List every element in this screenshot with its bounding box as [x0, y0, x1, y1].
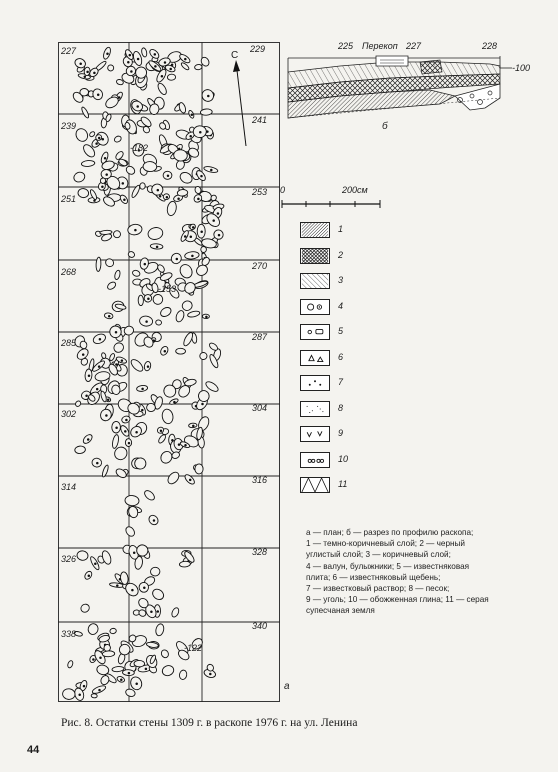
plan-stone [112, 229, 122, 239]
plan-stone-mark [96, 143, 98, 145]
plan-stone-mark [137, 58, 139, 60]
plan-stone [111, 434, 119, 449]
plan-stone [143, 489, 156, 502]
plan-stone [129, 358, 145, 374]
plan-stone-mark [93, 659, 95, 661]
plan-stone-mark [218, 234, 220, 236]
plan-stone-mark [95, 563, 97, 565]
plan-stone-mark [121, 679, 123, 681]
plan-stone [178, 262, 195, 280]
grid-label-268: 268 [61, 267, 77, 277]
plan-stone-mark [142, 388, 144, 390]
plan-stone-mark [94, 200, 96, 202]
legend-text-line: 4 — валун, булыжники; 5 — известняковая [306, 561, 470, 571]
plan-stone-mark [178, 444, 180, 446]
scale-ruler [280, 198, 390, 210]
plan-stone [113, 135, 122, 143]
legend-item [300, 477, 400, 503]
legend-number: 9 [338, 428, 344, 438]
plan-stone-mark [128, 442, 130, 444]
plan-stone [114, 270, 121, 280]
plan-letter-label: а [284, 681, 290, 692]
grid-label-229: 229 [250, 44, 266, 54]
plan-stone [109, 628, 116, 634]
plan-stone-mark [160, 430, 162, 432]
legend-number: 8 [338, 402, 344, 413]
plan-stone-mark [208, 95, 210, 97]
plan-stone [67, 660, 74, 669]
plan-stone [96, 257, 102, 271]
plan-stone-mark [151, 611, 153, 613]
plan-stone [74, 127, 90, 144]
legend-swatch-boulders [300, 299, 330, 315]
plan-stone-mark [80, 63, 82, 65]
plan-stone-mark [122, 183, 124, 185]
plan-stone [81, 106, 90, 119]
plan-stone [157, 434, 167, 445]
plan-stone [159, 449, 174, 465]
section-point-225: 225 [338, 41, 354, 51]
section-drawing [280, 38, 530, 138]
legend-text-line: а — план; б — разрез по профилю раскопа; [306, 528, 474, 537]
plan-stone-mark [96, 388, 98, 390]
plan-stone-mark [136, 683, 138, 685]
plan-stone [72, 170, 86, 183]
plan-stone [74, 400, 81, 408]
plan-stone [141, 47, 148, 57]
section-letter-label: б [382, 121, 388, 132]
plan-stone [127, 250, 135, 258]
plan-stone-mark [147, 366, 149, 368]
plan-stone-mark [198, 198, 200, 200]
plan-stone-mark [201, 175, 203, 177]
plan-stone [178, 102, 187, 114]
legend-item [300, 350, 400, 376]
plan-stone [187, 310, 200, 318]
plan-stone [91, 693, 97, 698]
plan-stone [151, 587, 166, 602]
plan-stone [78, 188, 89, 198]
plan-stone [79, 603, 90, 614]
legend-swatch-dark-brown [300, 222, 330, 238]
plan-stone-mark [154, 54, 156, 56]
section-point-228: 228 [482, 41, 498, 51]
plan-stone-mark [108, 316, 110, 318]
plan-stone-mark [106, 415, 108, 417]
plan-stone-mark [200, 131, 202, 133]
plan-stone-mark [137, 106, 139, 108]
elevation-mark: -122 [184, 643, 203, 653]
plan-stone [194, 64, 202, 70]
plan-stone [140, 183, 146, 190]
plan-stone-mark [191, 114, 193, 116]
plan-stone [100, 230, 112, 235]
plan-stone [166, 470, 181, 486]
plan-stone [195, 263, 210, 277]
profile-section [280, 38, 530, 138]
plan-stone-mark [167, 175, 169, 177]
legend-swatch-grey-sandy-loam [300, 477, 330, 493]
plan-stone-mark [131, 71, 133, 73]
plan-stone-mark [213, 220, 215, 222]
plan-stone [118, 158, 128, 167]
plan-stone-mark [207, 131, 209, 133]
legend-item [300, 452, 400, 478]
plan-stone-mark [193, 425, 195, 427]
grid-label-287: 287 [252, 332, 268, 342]
plan-stone-mark [164, 351, 166, 353]
legend-swatch-black-charcoal [300, 248, 330, 264]
plan-stone-mark [133, 552, 135, 554]
plan-stone-mark [170, 68, 172, 70]
plan-stone-mark [136, 431, 138, 433]
plan-stone [161, 408, 174, 424]
plan-stone-mark [124, 199, 126, 201]
plan-stone-mark [135, 229, 137, 231]
grid-label-285: 285 [61, 338, 77, 348]
plan-stone-mark [88, 575, 90, 577]
grid-label-304: 304 [252, 403, 268, 413]
plan-stone [80, 88, 89, 96]
legend-number: 1 [338, 224, 344, 234]
plan-stone-mark [159, 195, 161, 197]
legend-item [300, 401, 400, 427]
plan-stone-mark [107, 53, 109, 55]
plan-stone-mark [174, 401, 176, 403]
plan-stone-mark [125, 431, 127, 433]
plan-stone [131, 184, 141, 198]
plan-stone-mark [155, 66, 157, 68]
legend-swatch-charcoal [300, 426, 330, 442]
legend-item [300, 426, 400, 452]
plan-stone-mark [102, 186, 104, 188]
plan-stone [124, 525, 136, 538]
plan-stone [156, 82, 168, 96]
plan-stone-mark [157, 189, 159, 191]
plan-stone-mark [116, 427, 118, 429]
plan-stone-mark [190, 135, 192, 137]
legend-swatch-sand [300, 401, 330, 417]
plan-stone [62, 688, 75, 700]
plan-stone [179, 669, 188, 680]
plan-stone-mark [189, 479, 191, 481]
legend-text-line: 1 — темно-коричневый слой; 2 — черный [306, 539, 465, 549]
plan-stone [199, 352, 207, 360]
plan-stone-mark [88, 375, 90, 377]
plan-stone [143, 161, 157, 172]
plan-stone-mark [102, 138, 104, 140]
plan-stone-mark [142, 409, 144, 411]
plan-stone [176, 348, 186, 354]
section-point-227: 227 [406, 41, 422, 51]
grid-label-326: 326 [61, 554, 77, 564]
legend-text-line: плита; 6 — известняковый щебень; [306, 572, 441, 582]
plan-stone-mark [148, 298, 150, 300]
plan-stone-mark [86, 395, 88, 397]
legend-text-line: супесчаная земля [306, 606, 375, 616]
plan-stone [175, 310, 186, 323]
legend-swatch-burnt-clay [300, 452, 330, 468]
figure-caption: Рис. 8. Остатки стены 1309 г. в раскопе 1976 г. на ул. Ленина [61, 717, 358, 729]
plan-stone-mark [144, 263, 146, 265]
legend-number: 5 [338, 326, 344, 336]
plan-stone-mark [117, 585, 119, 587]
plan-stone [102, 651, 115, 657]
legend-number: 2 [338, 249, 344, 260]
plan-stone [87, 623, 100, 636]
plan-stone-mark [115, 332, 117, 334]
grid-label-338: 338 [61, 629, 77, 639]
plan-stone [179, 561, 190, 568]
plan-stone-mark [153, 520, 155, 522]
plan-stone-mark [128, 61, 130, 63]
plan-stone-mark [192, 255, 194, 257]
legend-item [300, 222, 400, 248]
plan-stone-mark [210, 673, 212, 675]
plan-stone [195, 464, 203, 474]
plan-stone [161, 664, 175, 677]
grid-label-270: 270 [252, 261, 268, 271]
legend-item [300, 299, 400, 325]
plan-stone-mark [82, 354, 84, 356]
plan-stone-mark [206, 316, 208, 318]
elevation-mark: -182 [130, 143, 149, 153]
plan-stone-mark [157, 611, 159, 613]
legend-description [306, 527, 536, 617]
plan-stone-mark [185, 444, 187, 446]
plan-stone-mark [100, 657, 102, 659]
page-number: 44 [27, 744, 40, 756]
plan-stone [167, 74, 176, 80]
plan-stone [104, 257, 115, 268]
plan-stone [125, 495, 140, 506]
plan-stone-mark [116, 364, 118, 366]
grid-label-328: 328 [252, 547, 268, 557]
plan-stone-mark [98, 366, 100, 368]
legend-item [300, 324, 400, 350]
plan-stone [171, 607, 181, 618]
legend-swatch-limestone-slab [300, 324, 330, 340]
grid-label-302: 302 [61, 409, 77, 419]
north-label: С [231, 50, 239, 61]
grid-label-253: 253 [252, 187, 268, 197]
plan-stone [89, 131, 96, 138]
plan-stone-mark [144, 587, 146, 589]
plan-stone [112, 341, 125, 354]
plan-stone [106, 281, 117, 291]
plan-stone-mark [87, 439, 89, 441]
plan-stone-mark [84, 76, 86, 78]
grid-label-227: 227 [61, 46, 77, 56]
plan-stone [150, 567, 160, 576]
plan-stone-mark [104, 157, 106, 159]
plan-stone-mark [97, 94, 99, 96]
plan-stone [155, 319, 162, 325]
plan-stone-mark [202, 403, 204, 405]
grid-label-251: 251 [61, 194, 77, 204]
plan-stone-mark [129, 54, 131, 56]
plan-stone-mark [185, 58, 187, 60]
plan-stone-mark [164, 62, 166, 64]
plan-stone [152, 293, 164, 305]
legend [300, 222, 400, 503]
plan-stone [81, 160, 95, 167]
legend-text-line: углистый слой; 3 — коричневый слой; [306, 550, 451, 560]
north-arrow-icon [230, 58, 250, 150]
legend-item [300, 273, 400, 299]
plan-stone [109, 353, 116, 362]
plan-stone-mark [98, 137, 100, 139]
plan-stone [132, 269, 141, 277]
legend-number: 11 [338, 479, 348, 489]
plan-stone-mark [83, 685, 85, 687]
plan-stone-mark [132, 589, 134, 591]
plan-stone-mark [184, 236, 186, 238]
legend-swatch-brown [300, 273, 330, 289]
plan-stone-mark [146, 321, 148, 323]
plan-stone [160, 649, 170, 659]
scale-zero: 0 [280, 185, 286, 195]
plan-stone [107, 64, 114, 71]
legend-number: 4 [338, 300, 344, 311]
legend-number: 7 [338, 377, 344, 387]
legend-text-line: 7 — известковый раствор; 8 — песок; [306, 584, 450, 594]
plan-stone [181, 299, 194, 312]
plan-stone [74, 446, 85, 454]
plan-stone-mark [211, 169, 213, 171]
grid-label-340: 340 [252, 621, 268, 631]
legend-number: 10 [338, 453, 349, 464]
plan-stone [159, 306, 173, 319]
plan-stone-mark [166, 196, 168, 198]
grid-label-239: 239 [61, 121, 77, 131]
plan-stone-mark [161, 75, 163, 77]
plan-stone-mark [97, 462, 99, 464]
plan-stone [138, 295, 143, 305]
legend-item [300, 375, 400, 401]
plan-stone [76, 550, 88, 561]
plan-stone [155, 623, 165, 636]
grid-label-241: 241 [252, 115, 268, 125]
section-elevation: -100 [512, 63, 531, 73]
plan-stone [101, 352, 107, 359]
plan-stone [201, 246, 207, 252]
scale-max: 200см [342, 185, 368, 195]
plan-stone-mark [94, 72, 96, 74]
plan-stone-mark [128, 672, 130, 674]
plan-stone-mark [217, 213, 219, 215]
plan-stone-mark [121, 360, 123, 362]
plan-stone-mark [171, 64, 173, 66]
plan-stone-mark [156, 246, 158, 248]
plan-stone-mark [145, 668, 147, 670]
legend-text-line: 9 — уголь; 10 — обожженная глина; 11 — серая [306, 595, 489, 605]
plan-stone-mark [79, 694, 81, 696]
plan-stone [166, 201, 177, 217]
plan-stone [134, 660, 145, 667]
plan-stone-mark [192, 227, 194, 229]
plan-stone-mark [190, 236, 192, 238]
grid-label-316: 316 [252, 475, 268, 485]
plan-stone-mark [176, 258, 178, 260]
plan-stone-mark [126, 419, 128, 421]
legend-item [300, 248, 400, 274]
legend-number: 3 [338, 275, 344, 285]
plan-stone-mark [107, 399, 109, 401]
plan-stone [125, 165, 137, 176]
plan-stone [147, 226, 164, 241]
grid-label-314: 314 [61, 482, 77, 492]
plan-stone-mark [99, 339, 101, 341]
section-title: Перекоп [362, 41, 398, 51]
plan-stone-mark [178, 198, 180, 200]
elevation-mark: -153 [158, 284, 177, 294]
plan-stone-mark [106, 174, 108, 176]
plan-stone-mark [99, 689, 101, 691]
scale-bar [280, 186, 400, 216]
plan-stone-mark [201, 231, 203, 233]
legend-number: 6 [338, 351, 344, 362]
plan-stone-mark [87, 71, 89, 73]
legend-swatch-lime-mortar [300, 375, 330, 391]
legend-swatch-limestone-rubble [300, 350, 330, 366]
